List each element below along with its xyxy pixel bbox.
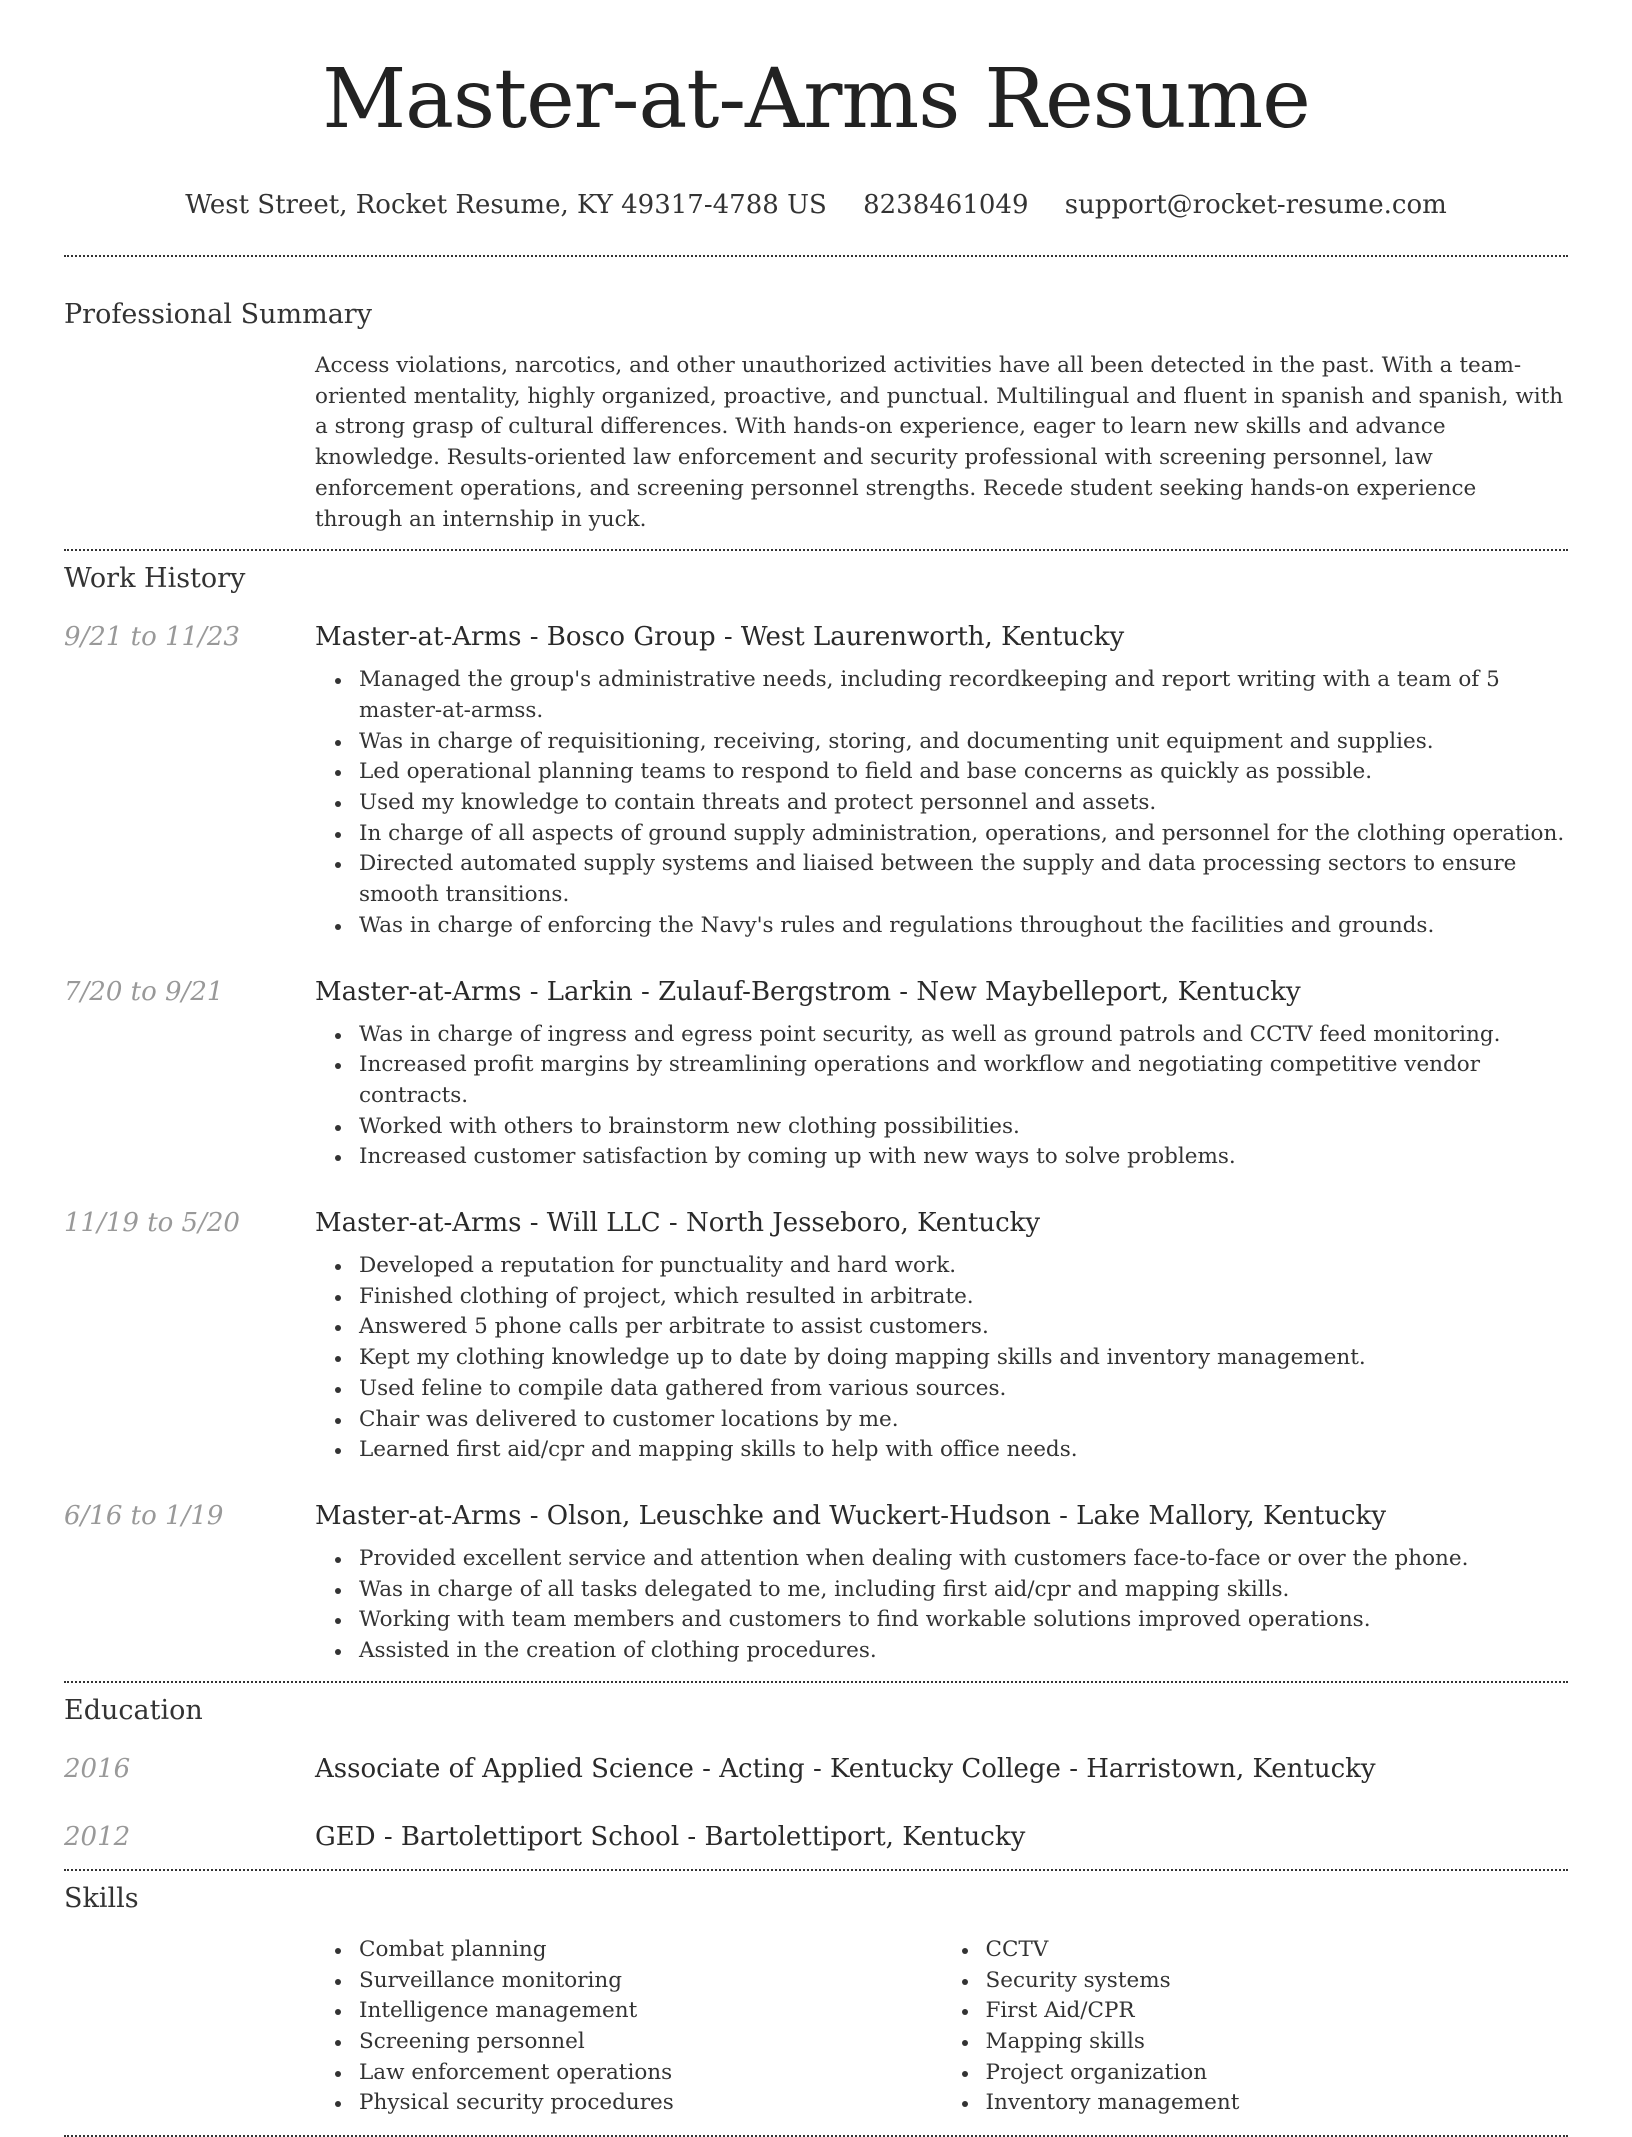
job-title: Master-at-Arms - Bosco Group - West Laurenworth, Kentucky — [315, 622, 1125, 653]
education-text: Associate of Applied Science - Acting - Kentucky College - Harristown, Kentucky — [315, 1753, 1376, 1784]
job-title: Master-at-Arms - Larkin - Zulauf-Bergstrom - New Maybelleport, Kentucky — [315, 976, 1301, 1007]
skill-item: Combat planning — [359, 1935, 942, 1966]
job-bullet: Worked with others to brainstorm new clothing possibilities. — [359, 1112, 1568, 1143]
job-body — [315, 1498, 1568, 1667]
job-bullet: In charge of all aspects of ground supply administration, operations, and personnel for the clothing operation. — [359, 819, 1568, 850]
resume-title: Master-at-Arms Resume — [322, 52, 1310, 147]
job-bullet: Led operational planning teams to respond to field and base concerns as quickly as possible. — [359, 757, 1568, 788]
job-entry — [64, 974, 1568, 1174]
job-bullet: Learned first aid/cpr and mapping skills to help with office needs. — [359, 1435, 1568, 1466]
contact-phone: 8238461049 — [863, 190, 1029, 220]
skill-item: Surveillance monitoring — [359, 1966, 942, 1997]
job-body — [315, 974, 1568, 1174]
job-dates: 6/16 to 1/19 — [64, 1500, 224, 1531]
skill-item: Intelligence management — [359, 1996, 942, 2027]
job-bullets — [315, 665, 1568, 941]
job-dates: 11/19 to 5/20 — [64, 1208, 240, 1239]
education-year: 2012 — [64, 1821, 131, 1852]
job-bullets — [315, 1020, 1568, 1174]
resume-page — [64, 0, 1568, 2137]
job-bullet: Working with team members and customers to find workable solutions improved operations. — [359, 1605, 1568, 1636]
education-entry — [64, 1751, 1568, 1787]
skills-column-left — [315, 1935, 942, 2119]
job-body — [315, 1205, 1568, 1466]
job-bullet: Managed the group's administrative needs, including recordkeeping and report writing with a team of 5 master-at-armss. — [359, 665, 1568, 726]
summary-heading: Professional Summary — [64, 299, 372, 330]
job-bullets — [315, 1251, 1568, 1466]
skill-item: Physical security procedures — [359, 2088, 942, 2119]
section-divider — [64, 255, 1568, 257]
contact-line — [64, 188, 1568, 222]
job-entry — [64, 1205, 1568, 1466]
skill-item: Inventory management — [986, 2088, 1569, 2119]
job-entry — [64, 1498, 1568, 1667]
job-title: Master-at-Arms - Olson, Leuschke and Wuckert-Hudson - Lake Mallory, Kentucky — [315, 1500, 1387, 1531]
skill-item: Mapping skills — [986, 2027, 1569, 2058]
job-bullet: Answered 5 phone calls per arbitrate to assist customers. — [359, 1312, 1568, 1343]
summary-text: Access violations, narcotics, and other unauthorized activities have all been detected in the past. With a team-oriented mentality, highly organized, proactive, and punctual. Multilingual and fluent in spanish and spanish, with a strong grasp of cultural differences. With hands-on experience, eager to learn new skills and advance knowledge. Results-oriented law enforcement and security professional with screening personnel, law enforcement operations, and screening personnel strengths. Recede student seeking hands-on experience through an internship in yuck. — [315, 353, 1564, 532]
job-bullet: Increased profit margins by streamlining operations and workflow and negotiating competitive vendor contracts. — [359, 1050, 1568, 1111]
contact-address: West Street, Rocket Resume, KY 49317-4788 US — [185, 190, 827, 220]
job-body — [315, 619, 1568, 941]
job-entry — [64, 619, 1568, 941]
job-bullet: Increased customer satisfaction by coming up with new ways to solve problems. — [359, 1142, 1568, 1173]
job-bullet: Was in charge of ingress and egress point security, as well as ground patrols and CCTV feed monitoring. — [359, 1020, 1568, 1051]
job-bullet: Was in charge of requisitioning, receiving, storing, and documenting unit equipment and supplies. — [359, 727, 1568, 758]
section-divider — [64, 1869, 1568, 1871]
skill-item: CCTV — [986, 1935, 1569, 1966]
job-bullet: Assisted in the creation of clothing procedures. — [359, 1636, 1568, 1667]
education-year: 2016 — [64, 1753, 131, 1784]
skill-item: Law enforcement operations — [359, 2058, 942, 2089]
job-bullet: Used feline to compile data gathered from various sources. — [359, 1374, 1568, 1405]
skill-item: Screening personnel — [359, 2027, 942, 2058]
education-entry — [64, 1819, 1568, 1855]
education-heading: Education — [64, 1694, 203, 1726]
job-bullets — [315, 1544, 1568, 1667]
job-title: Master-at-Arms - Will LLC - North Jesseboro, Kentucky — [315, 1208, 1041, 1239]
skills-heading: Skills — [64, 1882, 139, 1914]
skills-column-right — [942, 1935, 1569, 2119]
job-bullet: Was in charge of all tasks delegated to me, including first aid/cpr and mapping skills. — [359, 1575, 1568, 1606]
job-bullet: Kept my clothing knowledge up to date by doing mapping skills and inventory management. — [359, 1343, 1568, 1374]
skill-item: Security systems — [986, 1966, 1569, 1997]
job-bullet: Was in charge of enforcing the Navy's rules and regulations throughout the facilities and grounds. — [359, 911, 1568, 942]
contact-email: support@rocket-resume.com — [1064, 190, 1447, 220]
job-dates: 9/21 to 11/23 — [64, 622, 240, 653]
job-bullet: Used my knowledge to contain threats and protect personnel and assets. — [359, 788, 1568, 819]
skills-grid — [315, 1935, 1568, 2119]
education-text: GED - Bartolettiport School - Bartolettiport, Kentucky — [315, 1821, 1026, 1852]
skill-item: Project organization — [986, 2058, 1569, 2089]
job-bullet: Directed automated supply systems and liaised between the supply and data processing sectors to ensure smooth transitions. — [359, 849, 1568, 910]
job-bullet: Finished clothing of project, which resulted in arbitrate. — [359, 1282, 1568, 1313]
work-history-heading: Work History — [64, 563, 246, 595]
section-divider — [64, 549, 1568, 551]
skill-item: First Aid/CPR — [986, 1996, 1569, 2027]
job-bullet: Provided excellent service and attention when dealing with customers face-to-face or over the phone. — [359, 1544, 1568, 1575]
job-dates: 7/20 to 9/21 — [64, 976, 224, 1007]
section-divider — [64, 1681, 1568, 1683]
job-bullet: Developed a reputation for punctuality and hard work. — [359, 1251, 1568, 1282]
job-bullet: Chair was delivered to customer locations by me. — [359, 1405, 1568, 1436]
